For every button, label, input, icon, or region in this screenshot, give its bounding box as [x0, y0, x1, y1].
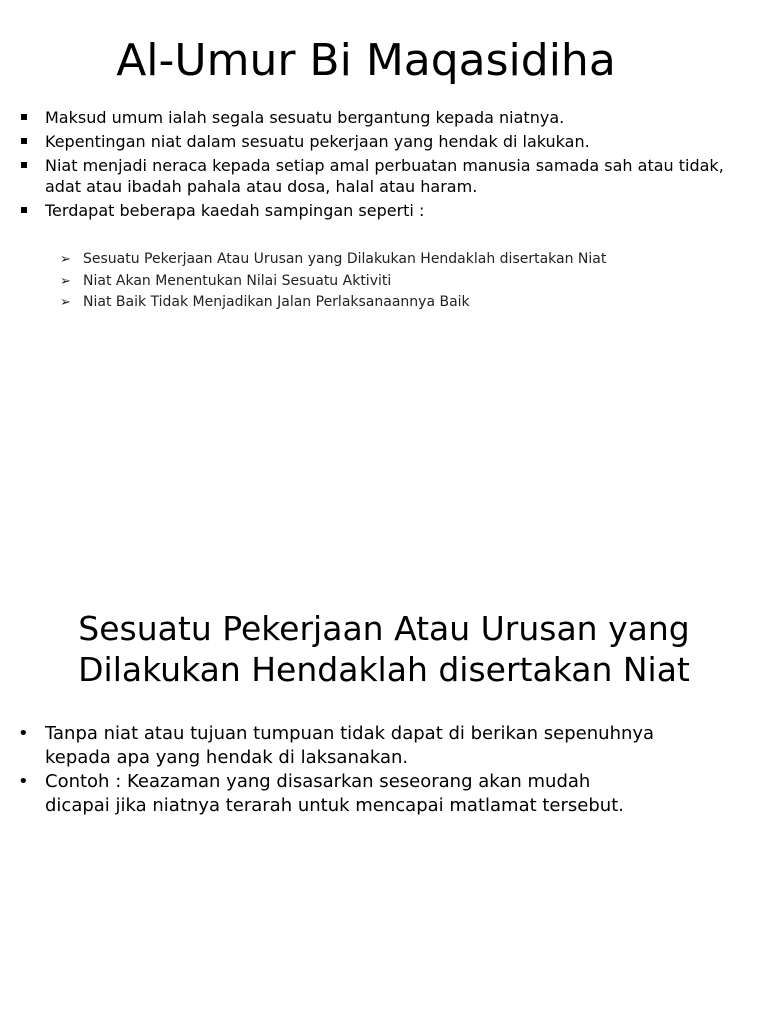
list-item [0, 131, 740, 152]
bullet-text: Kepentingan niat dalam sesuatu pekerjaan yang hendak di lakukan. [45, 132, 590, 151]
bullet-text: Tanpa niat atau tujuan tumpuan tidak dapat di berikan sepenuhnya kepada apa yang hendak di laksanakan. [45, 723, 655, 768]
bullet-text: Maksud umum ialah segala sesuatu bergantung kepada niatnya. [45, 108, 565, 127]
slide-1-title: Al-Umur Bi Maqasidiha [116, 35, 616, 86]
bullet-text: Niat menjadi neraca kepada setiap amal perbuatan manusia samada sah atau tidak, adat atau ibadah pahala atau dosa, halal atau haram. [45, 156, 724, 196]
list-item [0, 200, 740, 221]
slide-2 [0, 512, 768, 1024]
sub-bullet-text: Sesuatu Pekerjaan Atau Urusan yang Dilakukan Hendaklah disertakan Niat [83, 251, 607, 267]
arrowhead-bullet-icon: ➢ [60, 273, 71, 289]
list-item [0, 722, 655, 770]
list-item [0, 770, 655, 818]
square-bullet-icon [21, 114, 27, 120]
list-item [0, 271, 740, 293]
list-item [0, 155, 740, 197]
round-bullet-icon: • [18, 771, 29, 792]
round-bullet-icon: • [18, 723, 29, 744]
square-bullet-icon [21, 138, 27, 144]
slide-1-bullet-list [0, 107, 740, 224]
sub-bullet-text: Niat Akan Menentukan Nilai Sesuatu Aktiviti [83, 272, 392, 289]
square-bullet-icon [21, 207, 27, 213]
slide-1-sub-bullet-list [0, 249, 740, 314]
list-item [0, 292, 740, 314]
arrowhead-bullet-icon: ➢ [60, 252, 71, 267]
list-item [0, 249, 740, 271]
list-item [0, 107, 740, 128]
arrowhead-bullet-icon: ➢ [60, 295, 71, 310]
slide-2-bullet-list [0, 722, 700, 818]
sub-bullet-text: Niat Baik Tidak Menjadikan Jalan Perlaksanaannya Baik [83, 294, 470, 310]
bullet-text: Contoh : Keazaman yang disasarkan seseorang akan mudah dicapai jika niatnya terarah untuk mencapai matlamat tersebut. [45, 771, 624, 816]
slide-2-title: Sesuatu Pekerjaan Atau Urusan yang Dilakukan Hendaklah disertakan Niat [78, 609, 690, 689]
bullet-text: Terdapat beberapa kaedah sampingan seperti : [45, 201, 425, 220]
square-bullet-icon [21, 162, 27, 168]
